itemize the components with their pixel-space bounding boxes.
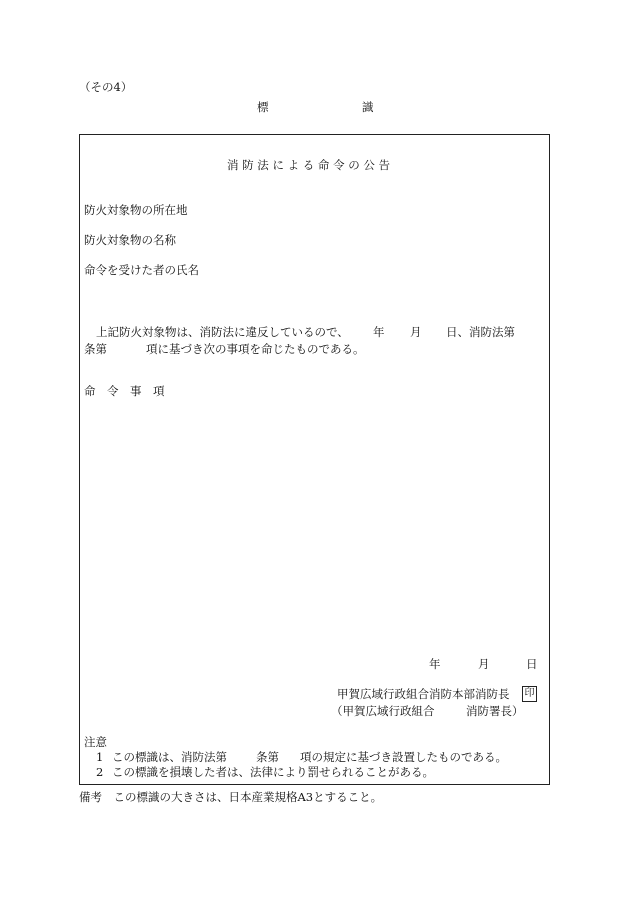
sub-issuer-org: （甲賀広域行政組合	[331, 704, 435, 718]
body-year: 年	[373, 325, 385, 339]
body-article: 条第	[84, 342, 107, 356]
remark-text: 備考 この標識の大きさは、日本産業規格A3とすること。	[79, 790, 383, 804]
note-1-text-end: 項の規定に基づき設置したものである。	[300, 750, 507, 764]
note-2-text: この標識を損壊した者は、法律により罰せられることがある。	[112, 765, 434, 779]
body-month: 月	[410, 325, 422, 339]
note-1-article: 条第	[256, 750, 279, 764]
form-number-label: （その4）	[79, 80, 133, 94]
note-1-number: 1	[96, 750, 104, 764]
seal-box: 印	[522, 686, 537, 702]
note-2-number: 2	[96, 765, 104, 779]
sign-title-char-1: 標	[257, 100, 269, 114]
body-text-line2: 項に基づき次の事項を命じたものである。	[146, 342, 365, 356]
notes-title: 注意	[84, 735, 107, 749]
order-items-label: 命 令 事 項	[84, 384, 165, 398]
date-month: 月	[478, 657, 490, 671]
field-name-label: 防火対象物の名称	[84, 233, 176, 247]
body-text-line1: 上記防火対象物は、消防法に違反しているので、	[96, 325, 349, 339]
issuer-name: 甲賀広域行政組合消防本部消防長	[337, 687, 510, 701]
field-person-label: 命令を受けた者の氏名	[84, 263, 199, 277]
field-location-label: 防火対象物の所在地	[84, 203, 188, 217]
body-day: 日、消防法第	[446, 325, 515, 339]
date-year: 年	[429, 657, 441, 671]
date-day: 日	[526, 657, 538, 671]
notice-heading: 消 防 法 に よ る 命 令 の 公 告	[227, 158, 391, 172]
sign-title-char-2: 識	[362, 100, 374, 114]
sub-issuer-title: 消防署長）	[466, 704, 524, 718]
note-1-text: この標識は、消防法第	[112, 750, 227, 764]
